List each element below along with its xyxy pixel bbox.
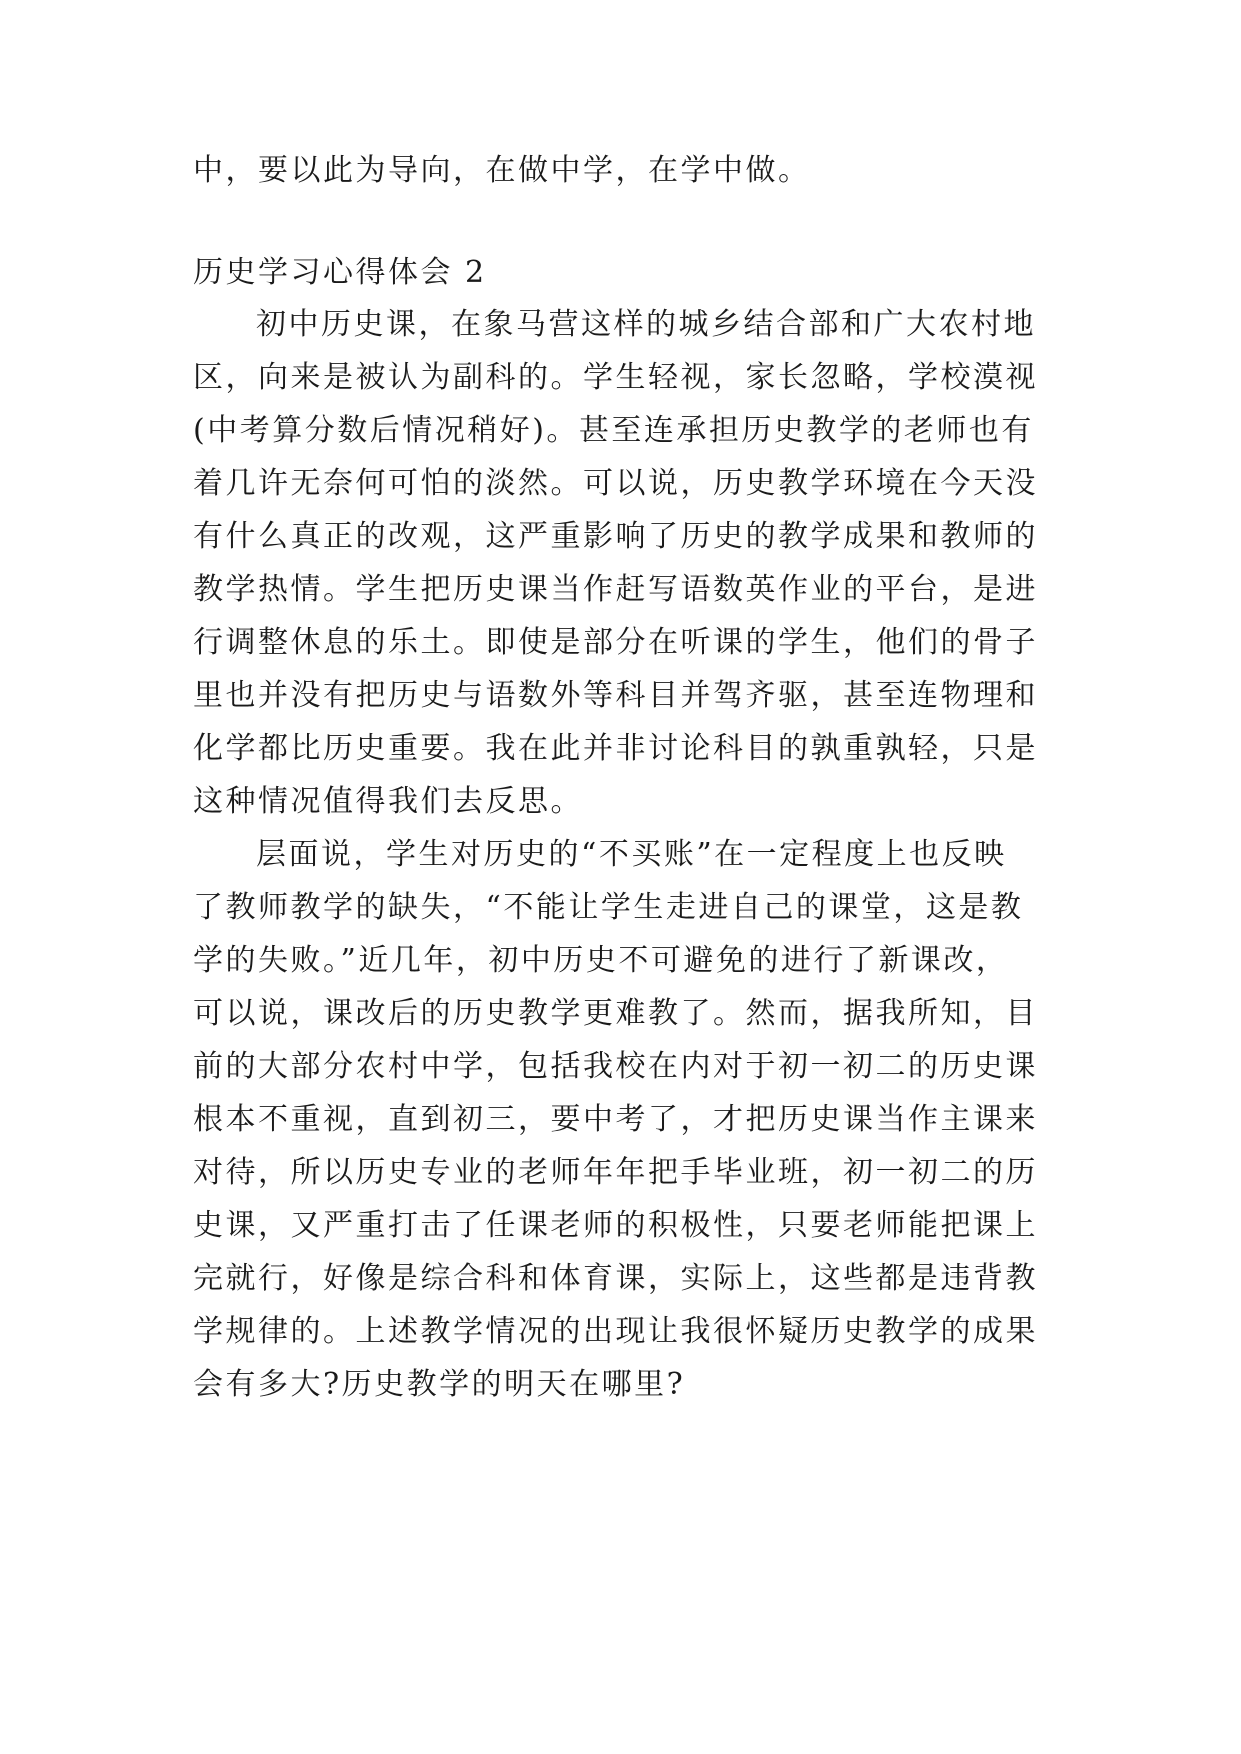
paragraph-line: 了教师教学的缺失，“不能让学生走进自己的课堂，这是教: [193, 890, 1024, 925]
paragraph-line: 完就行，好像是综合科和体育课，实际上，这些都是违背教: [193, 1261, 1038, 1296]
paragraph-line: 前的大部分农村中学，包括我校在内对于初一初二的历史课: [193, 1049, 1038, 1084]
paragraph-line: 这种情况值得我们去反思。: [193, 784, 583, 819]
paragraph-line: 初中历史课，在象马营这样的城乡结合部和广大农村地: [256, 307, 1036, 342]
paragraph-line: (中考算分数后情况稍好)。甚至连承担历史教学的老师也有: [193, 413, 1034, 448]
paragraph-line: 根本不重视，直到初三，要中考了，才把历史课当作主课来: [193, 1102, 1038, 1137]
paragraph-line: 会有多大?历史教学的明天在哪里?: [193, 1367, 686, 1402]
paragraph-line: 层面说，学生对历史的“不买账”在一定程度上也反映: [256, 837, 1007, 872]
paragraph-line: 史课，又严重打击了任课老师的积极性，只要老师能把课上: [193, 1208, 1038, 1243]
paragraph-line: 教学热情。学生把历史课当作赶写语数英作业的平台，是进: [193, 572, 1038, 607]
paragraph-line: 区，向来是被认为副科的。学生轻视，家长忽略，学校漠视: [193, 360, 1038, 395]
paragraph-line: 可以说，课改后的历史教学更难教了。然而，据我所知，目: [193, 996, 1038, 1031]
paragraph-line: 化学都比历史重要。我在此并非讨论科目的孰重孰轻，只是: [193, 731, 1038, 766]
paragraph-line: 着几许无奈何可怕的淡然。可以说，历史教学环境在今天没: [193, 466, 1038, 501]
paragraph-line: 有什么真正的改观，这严重影响了历史的教学成果和教师的: [193, 519, 1038, 554]
section-heading: 历史学习心得体会 2: [193, 255, 487, 290]
paragraph-line: 行调整休息的乐土。即使是部分在听课的学生，他们的骨子: [193, 625, 1038, 660]
paragraph-line: 中，要以此为导向，在做中学，在学中做。: [193, 153, 811, 188]
paragraph-line: 学的失败。”近几年，初中历史不可避免的进行了新课改，: [193, 943, 1009, 978]
paragraph-line: 对待，所以历史专业的老师年年把手毕业班，初一初二的历: [193, 1155, 1038, 1190]
paragraph-line: 学规律的。上述教学情况的出现让我很怀疑历史教学的成果: [193, 1314, 1038, 1349]
paragraph-line: 里也并没有把历史与语数外等科目并驾齐驱，甚至连物理和: [193, 678, 1038, 713]
